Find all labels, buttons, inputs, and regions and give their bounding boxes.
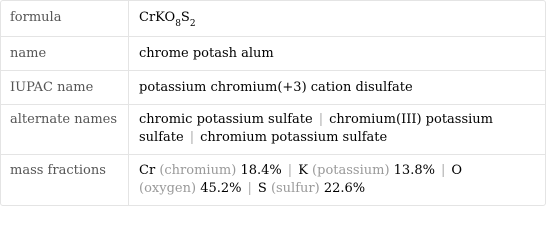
label-formula: formula (10, 10, 62, 25)
element-fraction: 22.6% (323, 181, 366, 196)
alternate-names-line-1 (139, 111, 536, 129)
value-name: chrome potash alum (139, 46, 274, 61)
element-name: (oxygen) (139, 181, 197, 196)
row-mass-fractions (0, 155, 546, 206)
row-alternate-names (0, 105, 546, 155)
mass-fractions-line-2 (139, 180, 536, 198)
row-name (0, 37, 546, 71)
formula-part: CrKO (139, 10, 176, 25)
separator: | (247, 181, 252, 196)
element-symbol: O (451, 163, 463, 178)
separator: | (189, 130, 195, 145)
element-fraction: 45.2% (200, 181, 242, 196)
element-name: (potassium) (312, 163, 390, 178)
alternate-name: chromium potassium sulfate (200, 130, 388, 145)
element-name: (chromium) (159, 163, 237, 178)
element-fraction: 18.4% (240, 163, 282, 178)
label-iupac-name: IUPAC name (10, 80, 94, 95)
alternate-name: chromic potassium sulfate (139, 112, 313, 127)
value-mass-fractions (139, 162, 536, 198)
value-formula (139, 9, 536, 27)
alternate-names-line-2 (139, 129, 536, 147)
element-symbol: Cr (139, 163, 156, 178)
row-iupac-name (0, 71, 546, 105)
label-mass-fractions: mass fractions (10, 163, 106, 178)
row-formula (0, 0, 546, 37)
element-fraction: 13.8% (393, 163, 435, 178)
formula-part: S (180, 10, 190, 25)
label-alternate-names: alternate names (10, 112, 118, 127)
element-name: (sulfur) (270, 181, 320, 196)
element-symbol: K (298, 163, 308, 178)
separator: | (287, 163, 293, 178)
alternate-name: chromium(III) potassium (329, 112, 494, 127)
alternate-name: sulfate (139, 130, 184, 145)
element-symbol: S (257, 181, 267, 196)
formula-subscript: 2 (189, 18, 196, 29)
separator: | (318, 112, 324, 127)
formula-subscript: 8 (175, 18, 181, 29)
value-alternate-names (139, 111, 536, 147)
separator: | (440, 163, 446, 178)
label-name: name (10, 46, 47, 61)
mass-fractions-line-1 (139, 162, 536, 180)
value-iupac-name: potassium chromium(+3) cation disulfate (139, 80, 413, 95)
